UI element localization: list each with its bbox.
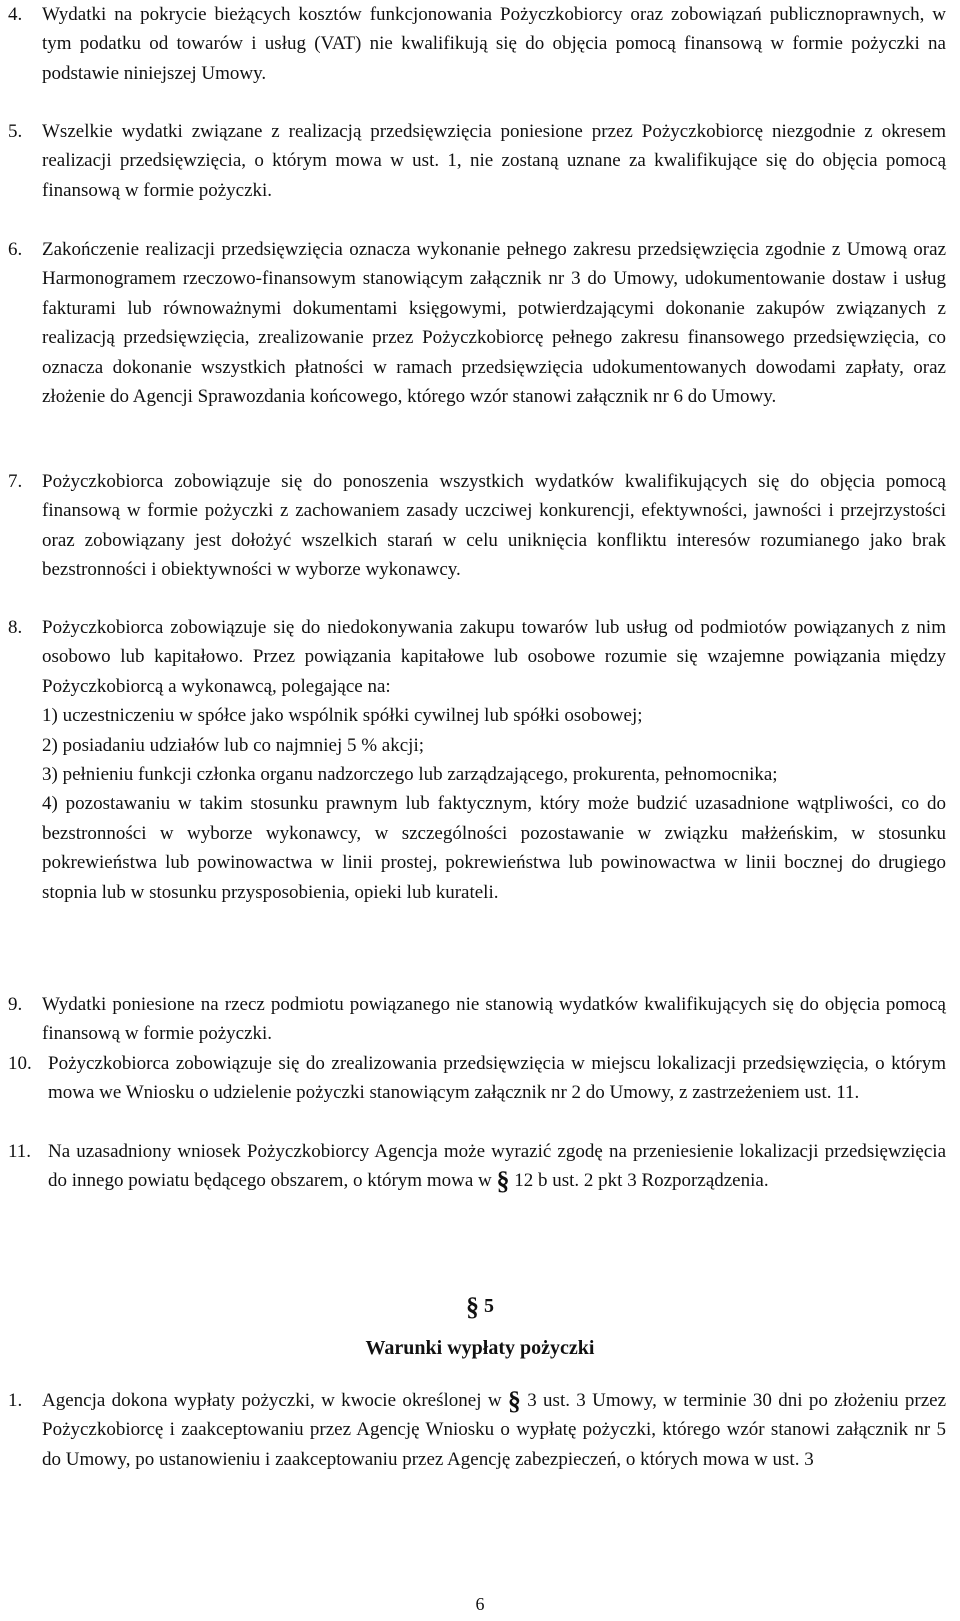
list-item-4 — [8, 0, 946, 88]
item-number: 5. — [8, 121, 23, 142]
page-number: 6 — [475, 1594, 485, 1614]
item-text-after: 12 b ust. 2 pkt 3 Rozporządzenia. — [509, 1170, 769, 1192]
list-item-8 — [8, 613, 946, 907]
item-number: 11. — [8, 1141, 32, 1162]
item-text: Zakończenie realizacji przedsięwzięcia oznacza wykonanie pełnego zakresu przedsięwzięcia zgodnie z Umową oraz Harmonogramem rzeczowo-finansowym stanowiącym załącznik nr 3 do Umowy, udokumentowanie dostaw i usług fakturami lub równoważnymi dokumentami księgowymi, potwierdzającymi dokonanie zakupów związanych z realizacją przedsięwzięcia, zrealizowanie przez Pożyczkobiorcę pełnego zakresu finansowego przedsięwzięcia, co oznacza dokonanie wszystkich płatności w ramach przedsięwzięcia udokumentowanych dowodami zapłaty, oraz złożenie do Agencji Sprawozdania końcowego, którego wzór stanowi załącznik nr 6 do Umowy. — [42, 239, 946, 408]
item-text-after: 3 ust. 3 Umowy, w terminie 30 dni po złożeniu przez Pożyczkobiorcę i zaakceptowaniu przez Agencję Wniosku o wypłatę pożyczki, którego wzór stanowi załącznik nr 5 do Umowy, po ustanowieniu i zaakceptowaniu przez Agencję zabezpieczeń, o których mowa w ust. 3 — [42, 1390, 946, 1470]
sub-item-4: 4) pozostawaniu w takim stosunku prawnym lub faktycznym, który może budzić uzasadnione wątpliwości, co do bezstronności w wyborze wykonawcy, w szczególności pozostawanie w związku małżeńskim, w stosunku pokrewieństwa lub powinowactwa w linii prostej, pokrewieństwa lub powinowactwa w linii bocznej do drugiego stopnia lub w stosunku przysposobienia, opieki lub kurateli. — [42, 793, 946, 903]
item-number: 4. — [8, 4, 23, 25]
item-text: Pożyczkobiorca zobowiązuje się do niedokonywania zakupu towarów lub usług od podmiotów powiązanych z nim osobowo lub kapitałowo. Przez powiązania kapitałowe lub osobowe rozumie się wzajemne powiązania między Pożyczkobiorcą a wykonawcą, polegające na: — [42, 617, 946, 697]
list-item-7 — [8, 467, 946, 585]
item-text: Wydatki na pokrycie bieżących kosztów funkcjonowania Pożyczkobiorcy oraz zobowiązań publicznoprawnych, w tym podatku od towarów i usług (VAT) nie kwalifikują się do objęcia pomocą finansową w formie pożyczki na podstawie niniejszej Umowy. — [42, 4, 946, 84]
item-text-before: Na uzasadniony wniosek Pożyczkobiorcy Agencja może wyrazić zgodę na przeniesienie lokalizacji przedsięwzięcia do innego powiatu będącego obszarem, o którym mowa w — [48, 1141, 946, 1192]
item-text: Pożyczkobiorca zobowiązuje się do ponoszenia wszystkich wydatków kwalifikujących się do objęcia pomocą finansową w formie pożyczki z zachowaniem zasady uczciwej konkurencji, efektywności, jawności i przejrzystości oraz zobowiązany jest dołożyć wszelkich starań w celu uniknięcia konfliktu interesów rozumianego jako brak bezstronności i obiektywności w wyborze wykonawcy. — [42, 471, 946, 581]
item-number: 7. — [8, 471, 23, 492]
item-text: Wszelkie wydatki związane z realizacją przedsięwzięcia poniesione przez Pożyczkobiorcę niezgodnie z okresem realizacji przedsięwzięcia, o którym mowa w ust. 1, nie zostaną uznane za kwalifikujące się do objęcia pomocą finansową w formie pożyczki. — [42, 121, 946, 201]
section-number: 5 — [484, 1295, 494, 1317]
section-symbol: § — [507, 1386, 521, 1415]
list-item-6 — [8, 235, 946, 411]
item-text-before: Agencja dokona wypłaty pożyczki, w kwocie określonej w — [42, 1390, 508, 1411]
sub-item-2: 2) posiadaniu udziałów lub co najmniej 5 % akcji; — [42, 734, 425, 756]
item-text: Wydatki poniesione na rzecz podmiotu powiązanego nie stanowią wydatków kwalifikujących się do objęcia pomocą finansową w formie pożyczki. — [42, 994, 946, 1045]
list-item-9 — [8, 990, 946, 1049]
list-item-10 — [8, 1049, 946, 1108]
section-symbol: § — [466, 1292, 479, 1321]
sub-item-3: 3) pełnieniu funkcji członka organu nadzorczego lub zarządzającego, prokurenta, pełnomocnika; — [42, 764, 778, 786]
item-text: Pożyczkobiorca zobowiązuje się do zrealizowania przedsięwzięcia w miejscu lokalizacji przedsięwzięcia, o którym mowa we Wniosku o udzielenie pożyczki stanowiącym załącznik nr 2 do Umowy, z zastrzeżeniem ust. 11. — [48, 1053, 946, 1104]
item-number: 1. — [8, 1390, 23, 1411]
section-heading-number — [0, 1292, 960, 1321]
item-number: 6. — [8, 239, 23, 260]
item-number: 8. — [8, 617, 23, 638]
section5-list-item-1 — [8, 1386, 946, 1474]
item-number: 10. — [8, 1053, 32, 1074]
section-title: Warunki wypłaty pożyczki — [365, 1337, 595, 1359]
list-item-5 — [8, 117, 946, 205]
list-item-11 — [8, 1137, 946, 1196]
sub-item-1: 1) uczestniczeniu w spółce jako wspólnik spółki cywilnej lub spółki osobowej; — [42, 705, 643, 727]
item-number: 9. — [8, 994, 23, 1015]
section-symbol: § — [496, 1166, 510, 1196]
